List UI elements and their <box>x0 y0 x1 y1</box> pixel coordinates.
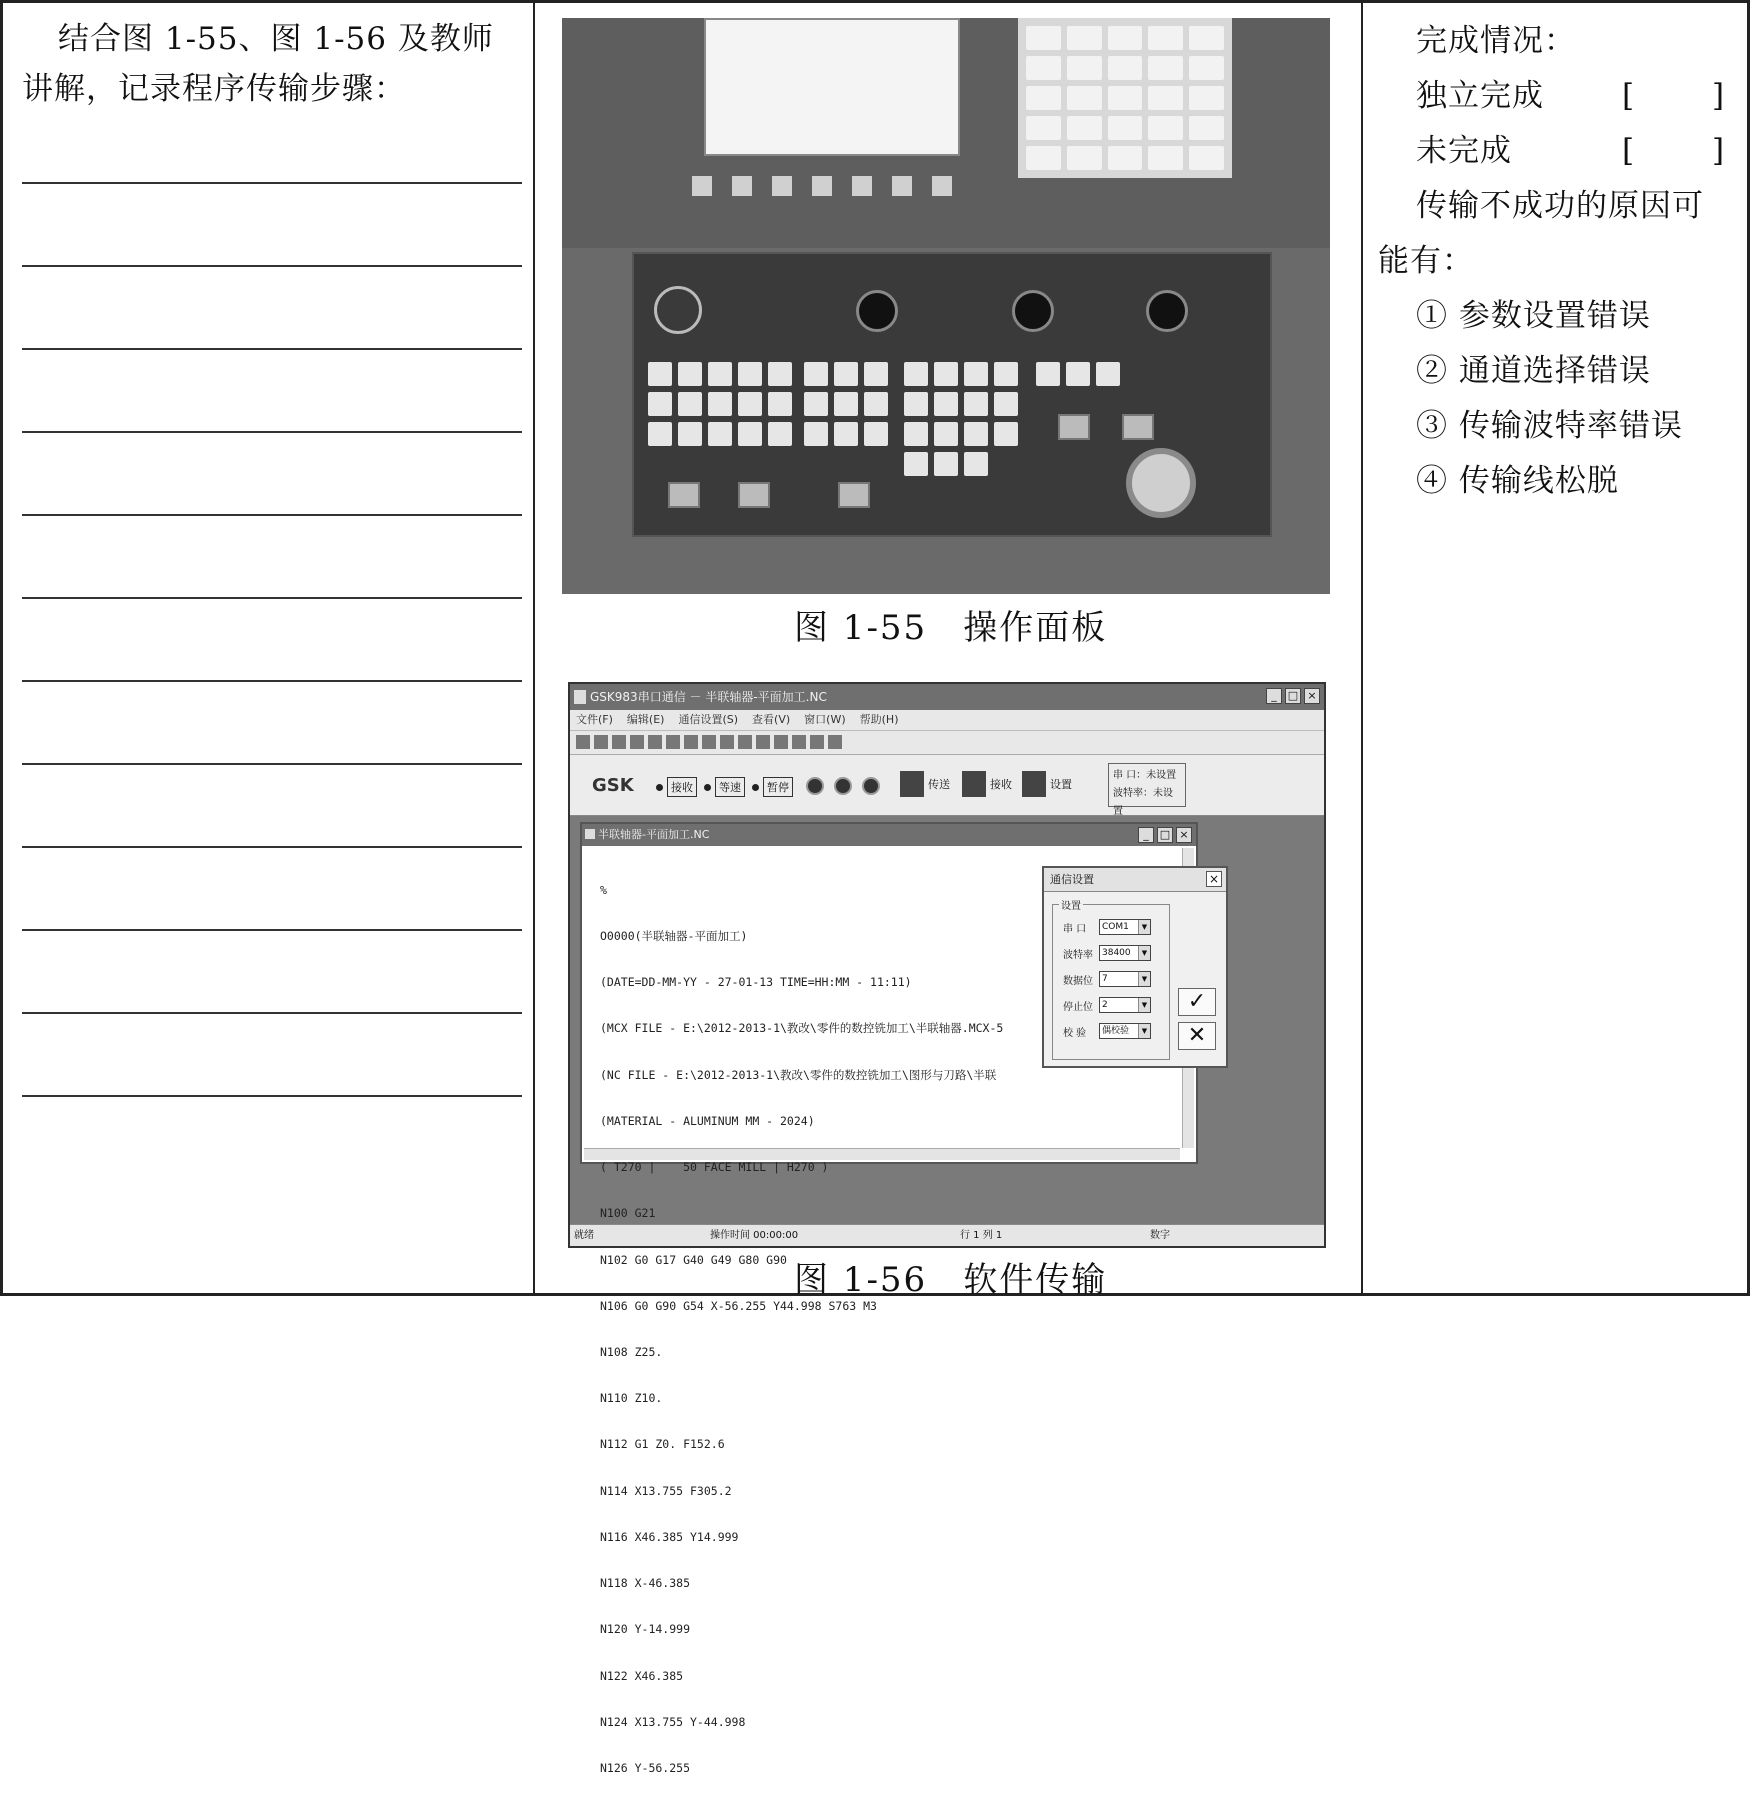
stop-bits-field <box>1063 997 1151 1013</box>
feedrate-override-knob <box>1012 290 1054 332</box>
answer-line <box>22 431 522 433</box>
comm-settings-dialog <box>1042 866 1228 1068</box>
receive-button[interactable]: 接收 <box>962 771 1012 797</box>
port-label: 串 口 <box>1063 923 1087 935</box>
chevron-down-icon: ▼ <box>1138 920 1150 934</box>
baud-status: 波特率：未设置 <box>1113 788 1173 817</box>
code-line: N114 X13.755 F305.2 <box>600 1483 732 1498</box>
menu-view[interactable]: 查看(V) <box>752 713 791 726</box>
completion-title: 完成情况： <box>1416 23 1576 59</box>
checkbox-bracket-open[interactable]: [ <box>1622 78 1636 114</box>
menu-file[interactable]: 文件(F) <box>576 713 613 726</box>
receive-radio[interactable]: 接收 <box>656 777 697 797</box>
jog-buttons <box>904 362 1018 476</box>
menu-help[interactable]: 帮助(H) <box>859 713 899 726</box>
window-title: GSK983串口通信 － 半联轴器-平面加工.NC <box>590 690 827 704</box>
minimize-icon[interactable]: _ <box>1138 827 1154 843</box>
copy-icon[interactable] <box>666 735 680 749</box>
code-line: (NC FILE - E:\2012-2013-1\教改\零件的数控铣加工\图形与刀路\半联 <box>600 1067 997 1082</box>
stop-button-icon[interactable] <box>834 777 852 795</box>
undo-icon[interactable] <box>702 735 716 749</box>
tool-icon[interactable] <box>810 735 824 749</box>
code-line: N122 X46.385 <box>600 1668 684 1683</box>
find-icon[interactable] <box>738 735 752 749</box>
save-icon[interactable] <box>612 735 626 749</box>
power-off-button <box>1122 414 1154 440</box>
standard-toolbar <box>570 730 1324 754</box>
column-divider <box>1361 3 1363 1293</box>
port-field <box>1063 919 1151 935</box>
key-switch <box>838 482 870 508</box>
answer-line <box>22 846 522 848</box>
mode-selector-knob <box>856 290 898 332</box>
paste-icon[interactable] <box>684 735 698 749</box>
data-bits-select[interactable]: 7 ▼ <box>1099 971 1151 987</box>
option-unfinished-label: 未完成 <box>1416 133 1512 169</box>
status-time: 操作时间 00:00:00 <box>710 1230 799 1241</box>
feed-hold-button <box>738 482 770 508</box>
answer-line <box>22 182 522 184</box>
code-line: N126 Y-56.255 <box>600 1760 691 1775</box>
port-select[interactable]: COM1 ▼ <box>1099 919 1151 935</box>
parity-label: 校 验 <box>1063 1027 1087 1039</box>
reason-item: ② 通道选择错误 <box>1416 353 1651 389</box>
code-line: (MATERIAL - ALUMINUM MM - 2024) <box>600 1113 815 1128</box>
code-line: N118 X-46.385 <box>600 1576 691 1591</box>
answer-line <box>22 1095 522 1097</box>
settings-group <box>1052 901 1170 1060</box>
completion-section <box>1378 14 1732 509</box>
dialog-titlebar <box>1044 868 1226 892</box>
constant-speed-radio[interactable]: 等速 <box>704 777 745 797</box>
settings-button[interactable]: 设置 <box>1022 771 1072 797</box>
code-line: N102 G0 G17 G40 G49 G80 G90 <box>600 1252 787 1267</box>
play-button-icon[interactable] <box>862 777 880 795</box>
open-folder-icon[interactable] <box>594 735 608 749</box>
print-icon[interactable] <box>630 735 644 749</box>
window-titlebar <box>570 684 1324 710</box>
brand-logo <box>654 286 702 334</box>
reason-title-line-1: 传输不成功的原因可 <box>1416 188 1704 224</box>
data-bits-field <box>1063 971 1151 987</box>
port-status-box <box>1108 763 1186 817</box>
maximize-icon[interactable]: □ <box>1157 827 1173 843</box>
reason-title-line-2: 能有： <box>1378 243 1474 279</box>
figure-1-55-caption: 图 1-55 操作面板 <box>794 608 1108 648</box>
status-ready: 就绪 <box>574 1230 594 1241</box>
gsk-logo: GSK <box>592 775 634 796</box>
spindle-override-knob <box>1146 290 1188 332</box>
code-line: N106 G0 G90 G54 X-56.255 Y44.998 S763 M3 <box>600 1298 877 1313</box>
close-icon[interactable]: × <box>1206 871 1222 887</box>
reason-item: ④ 传输线松脱 <box>1416 463 1619 499</box>
replace-icon[interactable] <box>774 735 788 749</box>
emergency-stop-button <box>1126 448 1196 518</box>
ok-button[interactable]: ✓ <box>1178 988 1216 1016</box>
parity-select[interactable]: 偶校验 ▼ <box>1099 1023 1151 1039</box>
cnc-keypad <box>1018 18 1232 178</box>
binoculars-icon[interactable] <box>792 735 806 749</box>
pause-radio[interactable]: 暂停 <box>752 777 793 797</box>
menu-window[interactable]: 窗口(W) <box>804 713 846 726</box>
baud-label: 波特率 <box>1063 949 1093 961</box>
code-line: N110 Z10. <box>600 1391 663 1406</box>
chevron-down-icon: ▼ <box>1138 946 1150 960</box>
code-line: (DATE=DD-MM-YY - 27-01-13 TIME=HH:MM - 11:11) <box>600 975 912 990</box>
stop-bits-select[interactable]: 2 ▼ <box>1099 997 1151 1013</box>
baud-field <box>1063 945 1151 961</box>
baud-select[interactable]: 38400 ▼ <box>1099 945 1151 961</box>
data-bits-label: 数据位 <box>1063 975 1093 987</box>
reason-item: ③ 传输波特率错误 <box>1416 408 1683 444</box>
option-independent-label: 独立完成 <box>1416 78 1544 114</box>
settings-icon <box>1022 771 1046 797</box>
code-line: N124 X13.755 Y-44.998 <box>600 1714 746 1729</box>
redo-icon[interactable] <box>720 735 734 749</box>
answer-line <box>22 929 522 931</box>
code-line: (MCX FILE - E:\2012-2013-1\教改\零件的数控铣加工\半联轴器.MCX-5 <box>600 1021 1004 1036</box>
app-icon <box>574 690 586 704</box>
code-line: N112 G1 Z0. F152.6 <box>600 1437 725 1452</box>
port-status: 串 口：未设置 <box>1113 770 1177 781</box>
power-on-button <box>1058 414 1090 440</box>
code-line: N116 X46.385 Y14.999 <box>600 1529 739 1544</box>
option-independent <box>1382 69 1732 124</box>
answer-line <box>22 514 522 516</box>
group-label: 设置 <box>1059 897 1083 912</box>
spindle-buttons <box>1036 362 1120 386</box>
chevron-down-icon: ▼ <box>1138 998 1150 1012</box>
answer-line <box>22 1012 522 1014</box>
answer-line <box>22 680 522 682</box>
answer-line <box>22 265 522 267</box>
code-line: ( T270 | 50 FACE MILL | H270 ) <box>600 1160 829 1175</box>
code-line: % <box>600 882 607 897</box>
comm-toolbar <box>570 754 1324 816</box>
soft-keys <box>692 176 982 206</box>
cnc-screen <box>704 18 960 156</box>
status-position: 行 1 列 1 <box>960 1230 1003 1241</box>
code-line: N100 G21 <box>600 1206 656 1221</box>
close-icon[interactable]: × <box>1176 827 1192 843</box>
stop-bits-label: 停止位 <box>1063 1001 1093 1013</box>
code-line: O0000(半联轴器-平面加工) <box>600 929 748 944</box>
record-button-icon[interactable] <box>806 777 824 795</box>
child-titlebar <box>582 824 1196 846</box>
answer-line <box>22 597 522 599</box>
send-icon <box>900 771 924 797</box>
maximize-icon[interactable]: □ <box>1285 688 1301 704</box>
code-line: N120 Y-14.999 <box>600 1622 691 1637</box>
reason-item: ① 参数设置错误 <box>1416 298 1651 334</box>
machine-control-panel <box>632 252 1272 537</box>
status-mode: 数字 <box>1150 1230 1170 1241</box>
tool-icon[interactable] <box>828 735 842 749</box>
dialog-title: 通信设置 <box>1050 873 1094 886</box>
column-divider <box>533 3 535 1293</box>
cancel-button[interactable]: ✕ <box>1178 1022 1216 1050</box>
menu-comm-settings[interactable]: 通信设置(S) <box>678 713 739 726</box>
cycle-start-button <box>668 482 700 508</box>
child-title: 半联轴器-平面加工.NC <box>598 828 710 841</box>
option-unfinished <box>1382 124 1732 179</box>
minimize-icon[interactable]: _ <box>1266 688 1282 704</box>
close-icon[interactable]: × <box>1304 688 1320 704</box>
new-file-icon[interactable] <box>576 735 590 749</box>
operation-panel-photo <box>562 18 1330 594</box>
parity-field <box>1063 1023 1151 1039</box>
chevron-down-icon: ▼ <box>1138 972 1150 986</box>
instruction-text: 结合图 1-55、图 1-56 及教师讲解，记录程序传输步骤： <box>22 21 494 107</box>
checkbox-bracket-close[interactable]: ] <box>1712 133 1726 169</box>
chevron-down-icon: ▼ <box>1138 1024 1150 1038</box>
function-buttons <box>648 362 792 446</box>
find-next-icon[interactable] <box>756 735 770 749</box>
menu-bar <box>570 710 1324 730</box>
cut-icon[interactable] <box>648 735 662 749</box>
menu-edit[interactable]: 编辑(E) <box>626 713 665 726</box>
code-line: N108 Z25. <box>600 1345 663 1359</box>
horizontal-scrollbar[interactable] <box>584 1148 1180 1160</box>
send-button[interactable]: 传送 <box>900 771 950 797</box>
answer-line <box>22 763 522 765</box>
figure-1-56-caption: 图 1-56 软件传输 <box>794 1260 1108 1300</box>
mode-buttons <box>804 362 888 446</box>
answer-line <box>22 348 522 350</box>
checkbox-bracket-close[interactable]: ] <box>1712 78 1726 114</box>
checkbox-bracket-open[interactable]: [ <box>1622 133 1636 169</box>
status-bar <box>570 1224 1324 1246</box>
receive-icon <box>962 771 986 797</box>
document-icon <box>585 829 595 839</box>
